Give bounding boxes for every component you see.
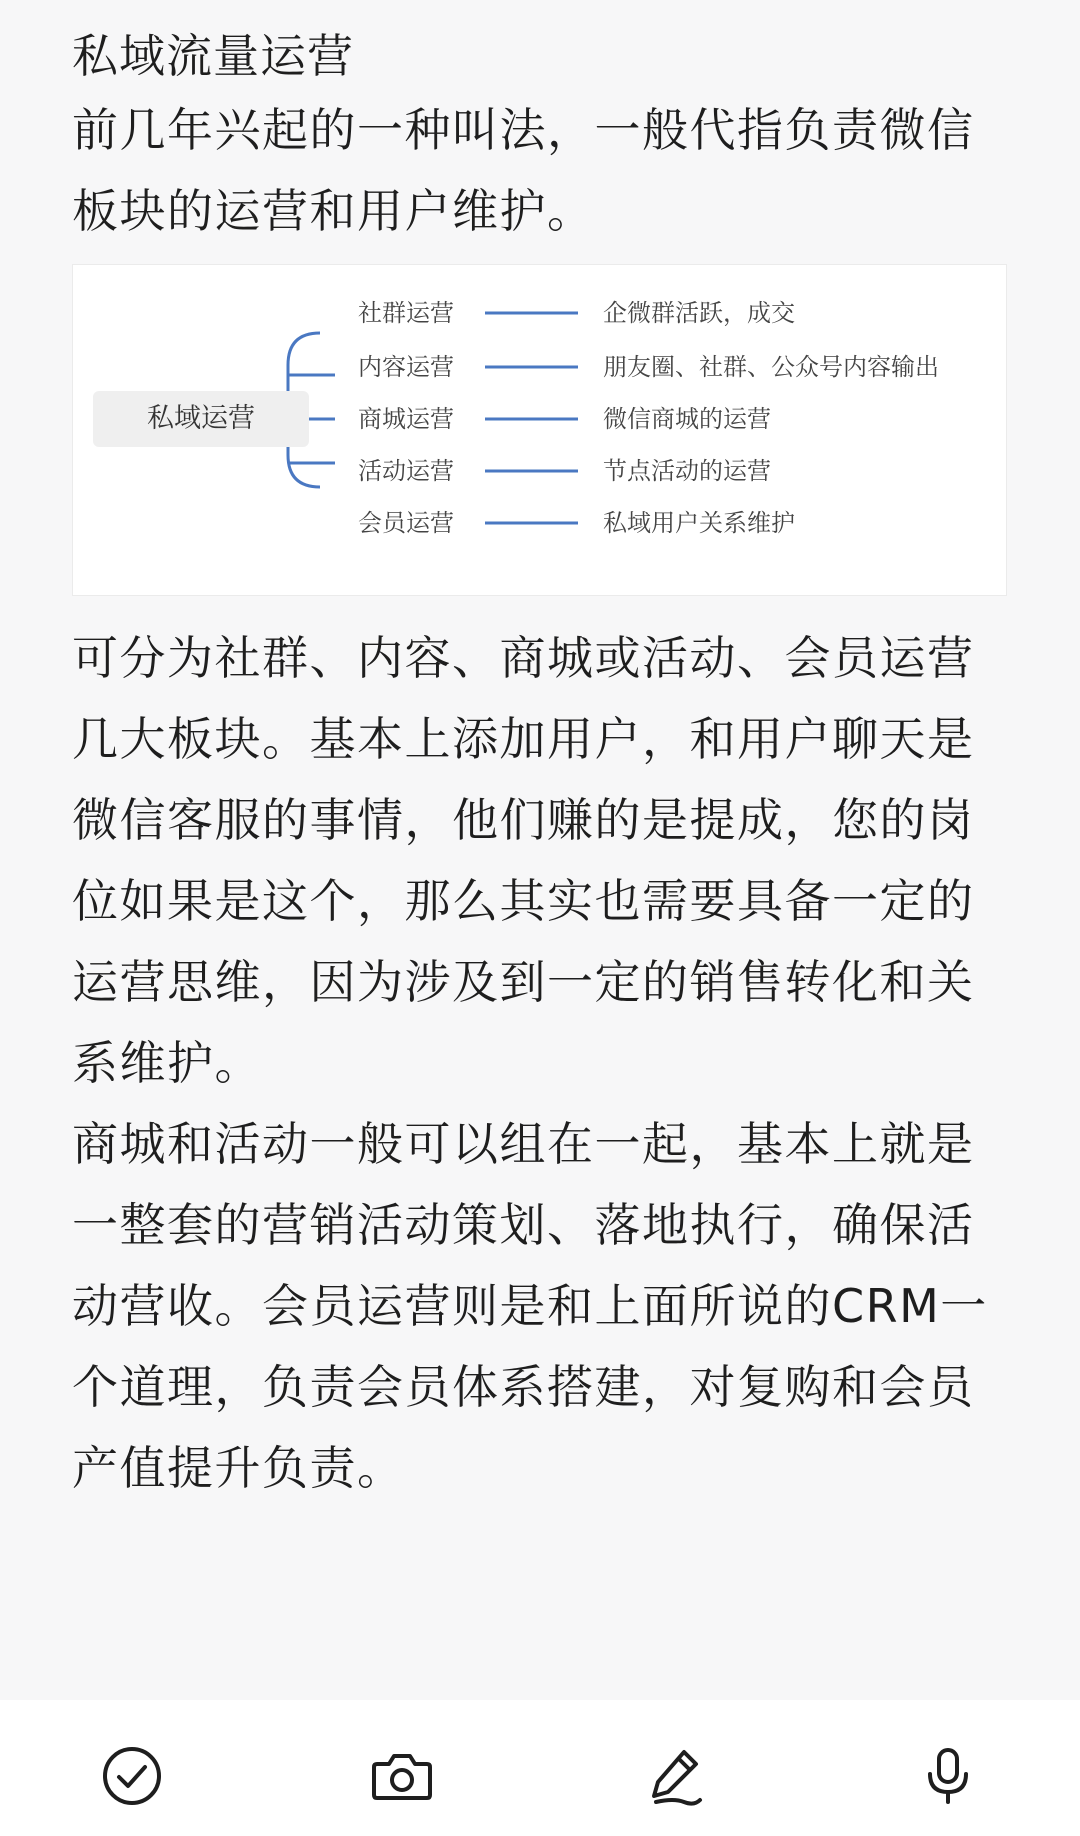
pen-icon [644, 1744, 708, 1808]
branch-desc-member: 私域用户关系维护 [603, 509, 795, 537]
note-paragraph-1[interactable]: 可分为社群、内容、商城或活动、会员运营几大板块。基本上添加用户，和用户聊天是微信客服的事情，他们赚的是提成，您的岗位如果是这个，那么其实也需要具备一定的运营思维，因为涉及到一定的销售转化和关系维护。 [72, 631, 975, 1090]
branch-desc-content: 朋友圈、社群、公众号内容输出 [603, 353, 939, 381]
note-intro[interactable]: 前几年兴起的一种叫法，一般代指负责微信板块的运营和用户维护。 [72, 103, 975, 238]
branch-label-community: 社群运营 [358, 299, 454, 327]
branch-label-content: 内容运营 [358, 353, 454, 381]
voice-button[interactable] [912, 1740, 984, 1812]
handwriting-button[interactable] [640, 1740, 712, 1812]
bottom-toolbar [0, 1700, 1080, 1836]
microphone-icon [916, 1744, 980, 1808]
branch-desc-mall: 微信商城的运营 [603, 405, 771, 433]
checklist-button[interactable] [96, 1740, 168, 1812]
mind-map-root: 私域运营 [93, 391, 309, 447]
check-circle-icon [100, 1744, 164, 1808]
camera-icon [369, 1744, 435, 1808]
branch-label-member: 会员运营 [358, 509, 454, 537]
note-paragraph-2[interactable]: 商城和活动一般可以组在一起，基本上就是一整套的营销活动策划、落地执行，确保活动营收。会员运营则是和上面所说的CRM一个道理，负责会员体系搭建，对复购和会员产值提升负责。 [72, 1117, 988, 1495]
branch-desc-community: 企微群活跃，成交 [603, 299, 795, 327]
mind-map-image[interactable] [72, 264, 1007, 596]
note-body [72, 22, 1012, 1509]
branch-label-mall: 商城运营 [358, 405, 454, 433]
branch-label-activity: 活动运营 [358, 457, 454, 485]
camera-button[interactable] [366, 1740, 438, 1812]
branch-desc-activity: 节点活动的运营 [603, 457, 771, 485]
note-title[interactable]: 私域流量运营 [72, 29, 354, 83]
